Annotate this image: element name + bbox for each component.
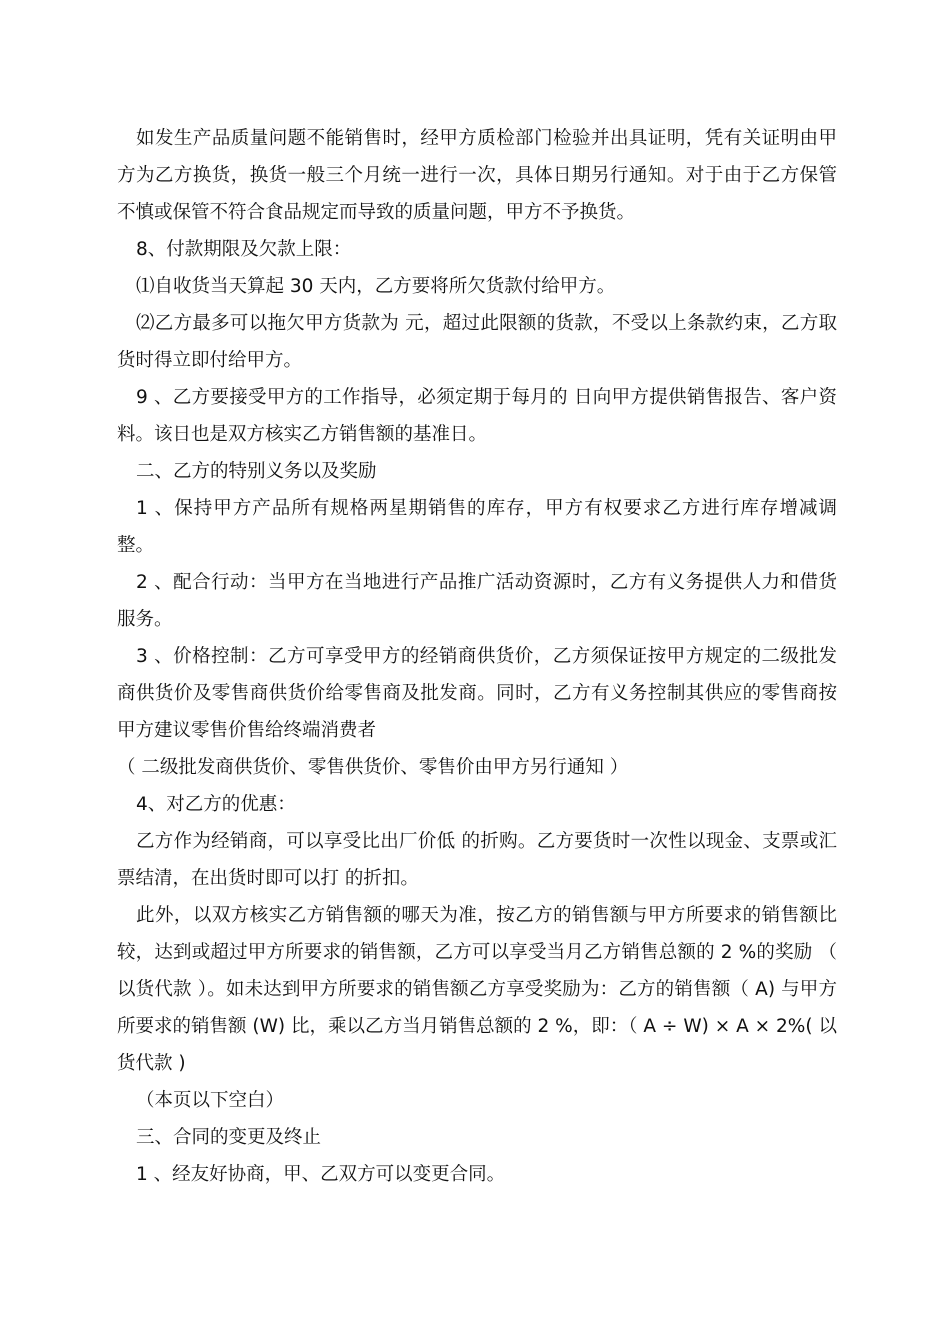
clause-cooperation: 2 、配合行动：当甲方在当地进行产品推广活动资源时，乙方有义务提供人力和借货服务。 [117, 572, 837, 630]
heading-payment-terms: 8、付款期限及欠款上限： [136, 239, 352, 260]
document-body [117, 120, 837, 1193]
clause-sales-reward: 此外，以双方核实乙方销售额的哪天为准，按乙方的销售额与甲方所要求的销售额比较，达到或超过甲方所要求的销售额，乙方可以享受当月乙方销售总额的 2 %的奖励 （ 以货代款 ）。如未达到甲方所要求的销售额乙方享受奖励为：乙方的销售额（ A) 与甲方所要求的销售额 (W) 比，乘以乙方当月销售总额的 2 %，即：（ A ÷ W) × A × 2%( 以货代款 ) [117, 905, 837, 1074]
clause-work-guidance: 9 、乙方要接受甲方的工作指导，必须定期于每月的 日向甲方提供销售报告、客户资料。该日也是双方核实乙方销售额的基准日。 [117, 387, 837, 445]
clause-credit-limit: ⑵乙方最多可以拖欠甲方货款为 元，超过此限额的货款，不受以上条款约束，乙方取货时得立即付给甲方。 [117, 313, 837, 371]
heading-discounts: 4、对乙方的优惠： [136, 794, 296, 815]
clause-payment-days: ⑴自收货当天算起 30 天内，乙方要将所欠货款付给甲方。 [136, 276, 616, 297]
clause-inventory: 1 、保持甲方产品所有规格两星期销售的库存，甲方有权要求乙方进行库存增减调整。 [117, 498, 837, 556]
clause-contract-change: 1 、经友好协商，甲、乙双方可以变更合同。 [136, 1164, 506, 1185]
note-blank-below: （本页以下空白） [136, 1090, 285, 1111]
section-heading-special-obligations: 二、乙方的特别义务以及奖励 [136, 461, 377, 482]
note-price-notice: （ 二级批发商供货价、零售供货价、零售价由甲方另行通知 ） [117, 757, 629, 778]
clause-price-control: 3 、价格控制：乙方可享受甲方的经销商供货价，乙方须保证按甲方规定的二级批发商供货价及零售商供货价给零售商及批发商。同时，乙方有义务控制其供应的零售商按甲方建议零售价售给终端消费者 [117, 646, 837, 741]
section-heading-contract-change: 三、合同的变更及终止 [136, 1127, 322, 1148]
clause-distributor-discount: 乙方作为经销商，可以享受比出厂价低 的折购。乙方要货时一次性以现金、支票或汇票结清，在出货时即可以打 的折扣。 [117, 831, 837, 889]
paragraph-product-exchange: 如发生产品质量问题不能销售时，经甲方质检部门检验并出具证明，凭有关证明由甲方为乙方换货，换货一般三个月统一进行一次，具体日期另行通知。对于由于乙方保管不慎或保管不符合食品规定而导致的质量问题，甲方不予换货。 [117, 128, 837, 223]
